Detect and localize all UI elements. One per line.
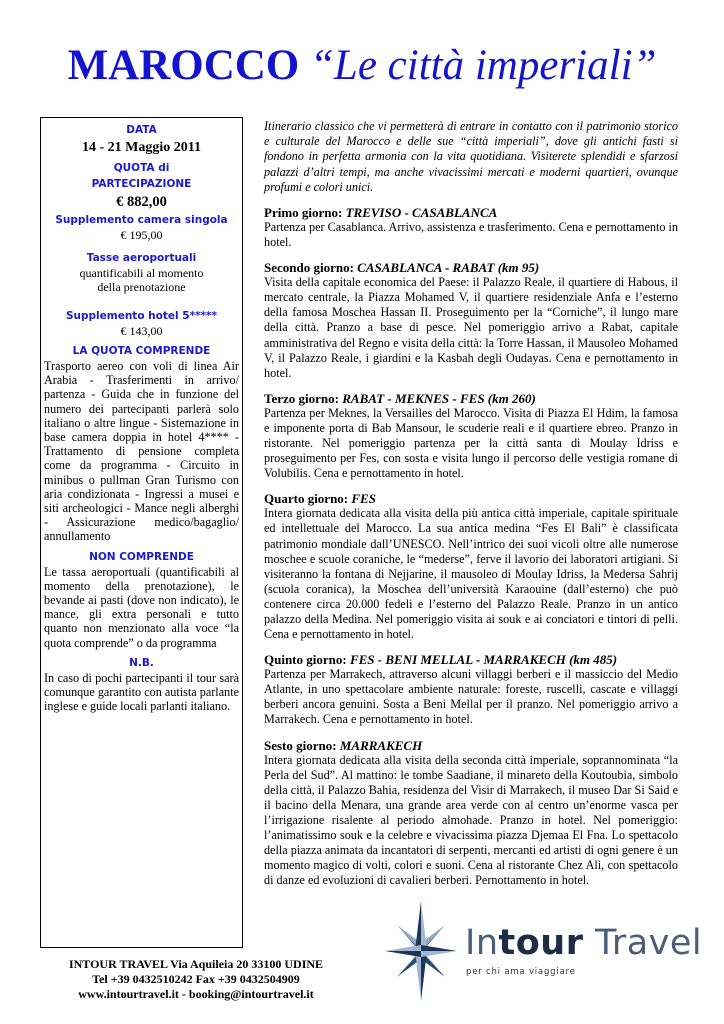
day-title — [264, 652, 678, 667]
logo-wordmark — [465, 923, 702, 963]
includes-text: Trasporto aereo con voli di linea Air Arabia - Trasferimenti in arrivo/ partenza - Guida che in funzione del numero dei partecipanti parlerà solo italiano o altre lingue - Sistemazione in base camera doppia in hotel 4**** - Trattamento di pensione completa come da programma - Circuito in minibus o pullman Gran Turismo con aria condizionata - Ingressi a musei e siti archeologici - Mance negli alberghi - Assicurazione medico/bagaglio/ annullamento — [44, 359, 239, 544]
day-title — [264, 738, 678, 753]
day-destination: CASABLANCA - RABAT (km 95) — [357, 260, 540, 276]
logo-word-travel: Travel — [583, 923, 703, 963]
day-2 — [264, 260, 678, 381]
airport-tax-label: Tasse aeroportuali — [86, 252, 197, 264]
airport-tax-value-1: quantificabili al momento — [79, 266, 204, 280]
footer-phone: Tel +39 0432510242 Fax +39 0432504909 — [92, 972, 300, 986]
footer-web: www.intourtravel.it - booking@intourtravel.it — [78, 987, 314, 1001]
logo-word-in: In — [465, 923, 499, 963]
day-title — [264, 205, 678, 220]
day-destination: MARRAKECH — [339, 737, 423, 753]
day-label: Terzo giorno: — [264, 390, 339, 406]
day-label: Sesto giorno: — [264, 737, 337, 753]
day-text: Partenza per Marrakech, attraverso alcuni villaggi berberi e il massiccio del Medio Atlante, in uno spettacolare ambiente naturale: foreste, ruscelli, cascate e villaggi berberi ancora genuini. Sosta a Beni Mellal per il pranzo. Nel pomeriggio arrivo a Marrakech. Cena e pernottamento in hotel. — [264, 667, 678, 727]
day-title — [264, 260, 678, 275]
intro-text: Itinerario classico che vi permetterà di entrare in contatto con il patrimonio storico e culturale del Marocco e delle sue “città imperiali”, dove gli antichi fasti si fondono in perfetta armonia con la vita quotidiana. Visiterete splendidi e sfarzosi palazzi d’altri tempi, ma anche vivacissimi mercati e moderni quartieri, ovunque profumi e colori unici. — [264, 119, 678, 194]
nb-text: In caso di pochi partecipanti il tour sarà comunque garantito con autista parlante inglese e guide locali parlanti italiano. — [44, 670, 239, 714]
day-title — [264, 491, 678, 506]
single-room-label: Supplemento camera singola — [55, 214, 228, 226]
price-value: € 882,00 — [116, 194, 167, 210]
date-label: DATA — [126, 124, 157, 136]
day-title — [264, 391, 678, 406]
price-label-2: PARTECIPAZIONE — [91, 178, 192, 190]
includes-label: LA QUOTA COMPRENDE — [72, 345, 211, 357]
day-label: Quarto giorno: — [264, 491, 349, 507]
airport-tax-value-2: della prenotazione — [97, 280, 186, 294]
day-text: Partenza per Casablanca. Arrivo, assistenza e trasferimento. Cena e pernottamento in hotel. — [264, 220, 678, 250]
hotel-supplement-value: € 143,00 — [120, 324, 163, 338]
day-text: Visita della capitale economica del Paese: il Palazzo Reale, il quartiere di Habous, il mercato centrale, la Piazza Mohamed V, il quartiere residenziale Anfa e l’esterno della famosa Moschea Hassan II. Proseguimento per la “Corniche”, il lungo mare della città. Pranzo a base di pesce. Nel pomeriggio arrivo a Rabat, capitale amministrativa del Regno e visita della città: la Torre Hassan, il Mausoleo Mohamed V, il Palazzo Reale, i giardini e la Kasbah degli Oudayas. Cena e pernottamento in hotel. — [264, 275, 678, 380]
day-label: Primo giorno: — [264, 205, 343, 221]
day-destination: FES - BENI MELLAL - MARRAKECH (km 485) — [349, 652, 618, 668]
itinerary — [264, 119, 678, 888]
day-text: Intera giornata dedicata alla visita della seconda città imperiale, soprannominata “la Perla del Sud”. Al mattino: le tombe Saadiane, il minareto della Koutoubia, simbolo della città, il Palazzo Bahia, residenza del Visir di Marrakech, il museo Dar Si Said e il bacino della Menara, una grande area verde con al centro un’enorme vasca per l’irrigazione risalente al periodo almohade. Pranzo in hotel. Nel pomeriggio: l’animatissimo souk e la celebre e vivacissima piazza Djemaa El Fna. Lo spettacolo della piazza animata da incantatori di serpenti, mercanti ed artisti di ogni genere è un momento magico di volti, colori e suoni. Cena al ristorante Chez Alì, con spettacolo di danze ed evoluzioni di cavalieri berberi. Pernottamento in hotel. — [264, 752, 678, 888]
logo-tagline: per chi ama viaggiare — [466, 967, 576, 977]
title-main: MAROCCO — [67, 42, 300, 89]
day-1 — [264, 205, 678, 250]
day-4 — [264, 491, 678, 642]
excludes-label: NON COMPRENDE — [89, 550, 194, 563]
day-3 — [264, 391, 678, 481]
logo-word-tour: tour — [498, 923, 584, 963]
day-text: Intera giornata dedicata alla visita della più antica città imperiale, capitale spirituale ed intellettuale del Marocco. La sua antica medina “Fes El Bali” è classificata patrimonio mondiale dall’UNESCO. Nell’intrico dei suoi vicoli oltre alle numerose moschee e scuole coraniche, le “mederse”, ferve il lavorio dei laboratori artigiani. Si visiteranno la fontana di Nejjarine, il mausoleo di Moulay Idriss, la Medersa Sahrij (scuola coranica), la Moschea dell’università Karaouine (dall’esterno) che può contenere circa 20.000 fedeli e l’esterno del Palazzo Reale. Pranzo in un antico palazzo della Medina. Nel pomeriggio visita ai souk e ai conciatori e tintori di pelli. Cena e pernottamento in hotel. — [264, 506, 678, 642]
hotel-supplement-label: Supplemento hotel 5***** — [65, 310, 218, 322]
price-label-1: QUOTA di — [113, 162, 170, 174]
compass-star-icon — [383, 899, 459, 1003]
tour-dates: 14 - 21 Maggio 2011 — [82, 140, 201, 155]
title-sub: “Le città imperiali” — [310, 42, 657, 89]
day-destination: RABAT - MEKNES - FES (km 260) — [342, 390, 536, 406]
page-title — [0, 40, 724, 92]
day-text: Partenza per Meknes, la Versailles del Marocco. Visita di Piazza El Hdim, la famosa e imponente porta di Bab Mansour, le scuderie reali e il quartiere ebreo. Pranzo in ristorante. Nel pomeriggio partenza per la città santa di Moulay Idriss e proseguimento per Fes, con sosta e visita lungo il percorso delle vestigia romane di Volubilis. Cena e pernottamento in hotel. — [264, 405, 678, 481]
day-label: Secondo giorno: — [264, 260, 354, 276]
day-destination: FES — [351, 491, 376, 507]
day-destination: TREVISO - CASABLANCA — [345, 205, 498, 221]
day-label: Quinto giorno: — [264, 652, 347, 668]
single-room-value: € 195,00 — [120, 228, 163, 242]
footer-address: INTOUR TRAVEL Via Aquileia 20 33100 UDINE — [68, 957, 324, 971]
day-5 — [264, 652, 678, 727]
agency-footer — [46, 957, 346, 1002]
nb-label: N.B. — [129, 656, 154, 669]
info-sidebar — [40, 117, 243, 948]
intour-logo — [383, 899, 703, 1004]
excludes-text: Le tassa aeroportuali (quantificabili al momento della prenotazione), le bevande ai pasti (dove non indicato), le mance, gli extra personali e tutto quanto non menzionato alla voce “la quota comprende” o da programma — [44, 564, 239, 650]
day-6 — [264, 738, 678, 889]
